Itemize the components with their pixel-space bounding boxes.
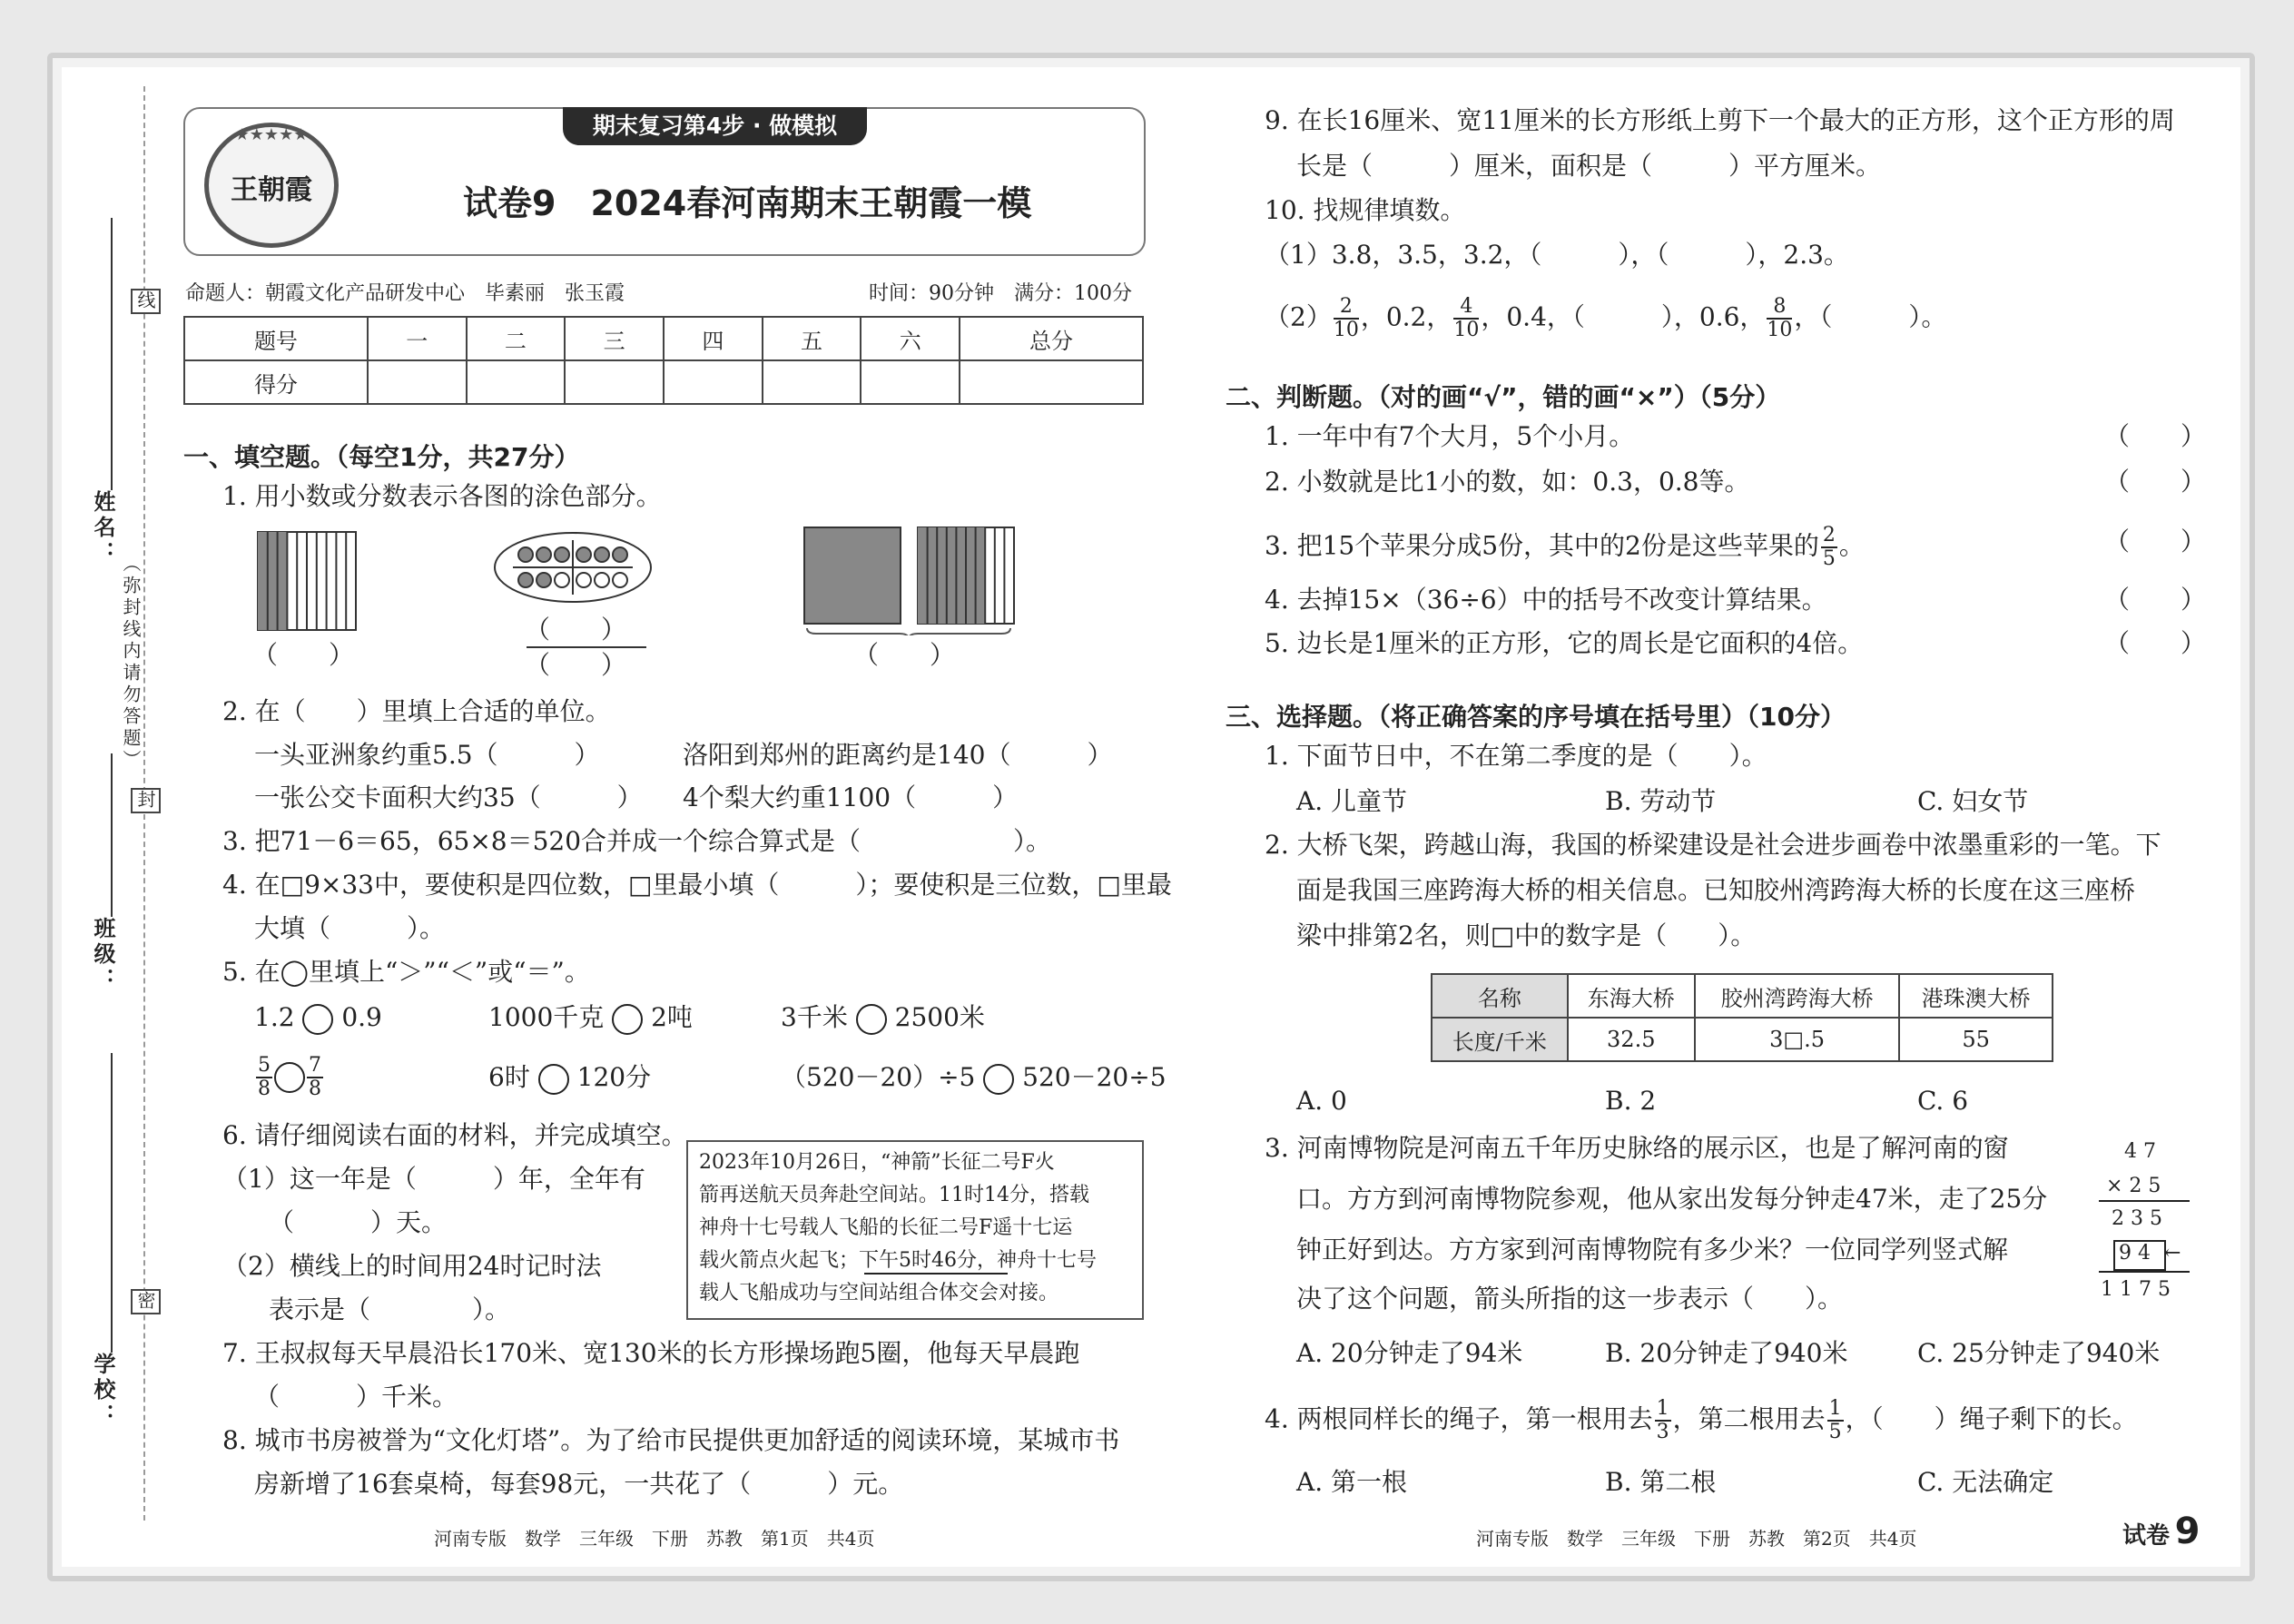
bridge-cell: 胶州湾跨海大桥 <box>1695 974 1900 1018</box>
score-cell: 三 <box>565 317 664 360</box>
paper-badge-number: 9 <box>2174 1511 2200 1552</box>
choice-q3-line3: 钟正好到达。方方家到河南博物院有多少米？一位同学列竖式解 <box>1296 1235 2009 1265</box>
score-table-score-row <box>184 360 1143 404</box>
choice-option: A. 第一根 <box>1296 1467 1408 1497</box>
judge-item-3: 3. 把15个苹果分成5份，其中的2份是这些苹果的 $\frac{2}{5}$ 。 <box>1265 524 1865 570</box>
figure-ellipse-dots <box>493 531 653 604</box>
fraction-1-5: $\frac{1}{5}$ <box>1828 1397 1842 1443</box>
score-input-cell[interactable] <box>861 360 960 404</box>
q5-b-left: 1000千克 <box>488 1002 605 1032</box>
bridge-cell: 32.5 <box>1568 1018 1695 1061</box>
s1-q5-f <box>781 1062 1167 1095</box>
choice-q2-line3[interactable]: 梁中排第2名，则□中的数字是（ ）。 <box>1296 920 1757 950</box>
score-cell: 总分 <box>960 317 1143 360</box>
s1-q5-e <box>488 1062 651 1095</box>
choice-q3-line1: 3. 河南博物院是河南五千年历史脉络的展示区，也是了解河南的窗 <box>1265 1133 2009 1163</box>
choice-q3-line2: 口。方方到河南博物院参观，他从家出发每分钟走47米，走了25分 <box>1296 1184 2048 1214</box>
q9-line2[interactable]: 长是（ ）厘米，面积是（ ）平方厘米。 <box>1296 151 1882 181</box>
name-label: 姓名： <box>90 490 115 566</box>
q5-e-left: 6时 <box>488 1062 530 1092</box>
class-underline <box>111 753 113 917</box>
bridge-cell: 名称 <box>1432 974 1568 1018</box>
judge-item: 4. 去掉15×（36÷6）中的括号不改变计算结果。 <box>1265 585 1827 615</box>
s1-q6-1b[interactable]: （ ）天。 <box>269 1207 448 1237</box>
score-input-cell[interactable] <box>664 360 763 404</box>
s1-q4-line2[interactable]: 大填（ ）。 <box>254 913 446 943</box>
q10-2 <box>1265 296 1946 341</box>
bridge-cell: 港珠澳大桥 <box>1899 974 2053 1018</box>
s1-q3[interactable]: 3. 把71－6＝65，65×8＝520合并成一个综合算式是（ ）。 <box>222 826 1052 856</box>
choice-option: B. 劳动节 <box>1605 786 1717 816</box>
binding-seal-label: 封 <box>131 788 161 813</box>
calc-rule <box>2099 1271 2190 1273</box>
q10-2-prefix: （2） <box>1265 301 1332 332</box>
choice-option: C. 6 <box>1917 1086 1969 1116</box>
logo-text: 王朝霞 <box>231 174 312 206</box>
s1-q6-2a: （2）横线上的时间用24时记时法 <box>222 1251 602 1281</box>
score-cell: 二 <box>467 317 566 360</box>
section1-title: 一、填空题。（每空1分，共27分） <box>183 442 580 472</box>
choice-option: B. 20分钟走了940米 <box>1605 1338 1848 1368</box>
judge-answer-paren[interactable]: （ ） <box>2104 467 2207 497</box>
material-line: 载火箭点火起飞；下午5时46分，神舟十七号 <box>699 1249 1097 1272</box>
q5-f-left: （520－20）÷5 <box>781 1062 976 1092</box>
s1-q6-1a[interactable]: （1）这一年是（ ）年，全年有 <box>222 1164 645 1194</box>
q5-b-right: 2吨 <box>651 1002 693 1032</box>
judge-answer-paren[interactable]: （ ） <box>2104 628 2207 658</box>
calc-line: 4 7 <box>2124 1140 2156 1163</box>
s1-q2-a[interactable]: 一头亚洲象约重5.5（ ） <box>254 740 600 770</box>
choice-q1[interactable]: 1. 下面节日中，不在第二季度的是（ ）。 <box>1265 741 1767 771</box>
q10-1[interactable]: （1）3.8，3.5，3.2，（ ），（ ），2.3。 <box>1265 240 1849 270</box>
s1-q6-2b[interactable]: 表示是（ ）。 <box>269 1294 511 1324</box>
choice-q3-line4[interactable]: 决了这个问题，箭头所指的这一步表示（ ）。 <box>1296 1284 1844 1314</box>
figure-squares <box>803 527 1021 635</box>
choice-option: C. 25分钟走了940米 <box>1917 1338 2161 1368</box>
score-cell: 题号 <box>184 317 368 360</box>
choice-q4-c[interactable]: ，（ ）绳子剩下的长。 <box>1845 1403 2138 1434</box>
q5-a-right: 0.9 <box>341 1002 382 1032</box>
choice-option: B. 2 <box>1605 1086 1657 1116</box>
choice-option: A. 0 <box>1296 1086 1347 1116</box>
s1-q8-line2[interactable]: 房新增了16套桌椅，每套98元，一共花了（ ）元。 <box>254 1469 904 1499</box>
q5-e-right: 120分 <box>576 1062 652 1092</box>
material-line: 2023年10月26日，“神箭”长征二号F火 <box>699 1151 1055 1174</box>
binding-line-label: 线 <box>131 289 161 314</box>
compare-circle[interactable] <box>983 1064 1014 1095</box>
material-line: 神舟十七号载人飞船的长征二号F遥十七运 <box>699 1216 1073 1239</box>
choice-q4 <box>1265 1398 2138 1443</box>
choice-q4-b: ，第二根用去 <box>1672 1403 1826 1434</box>
score-table-header-row <box>184 317 1143 360</box>
s1-q1: 1. 用小数或分数表示各图的涂色部分。 <box>222 481 662 511</box>
calc-rule <box>2099 1200 2190 1202</box>
fig1-answer[interactable]: （ ） <box>252 640 355 670</box>
s1-q5-c <box>781 1002 985 1035</box>
score-input-cell[interactable] <box>763 360 861 404</box>
fig2-answer-bottom[interactable]: （ ） <box>525 650 627 680</box>
judge-answer-paren[interactable]: （ ） <box>2104 585 2207 615</box>
material-underline <box>864 1273 1008 1275</box>
s1-q5-b <box>488 1002 693 1035</box>
s1-q6: 6. 请仔细阅读右面的材料，并完成填空。 <box>222 1120 687 1150</box>
school-label: 学校： <box>90 1353 115 1429</box>
judge-answer-paren[interactable]: （ ） <box>2104 421 2207 451</box>
bridge-cell: 55 <box>1899 1018 2053 1061</box>
bridge-cell: 长度/千米 <box>1432 1018 1568 1061</box>
fraction-4-10: $\frac{4}{10}$ <box>1453 295 1480 341</box>
compare-circle[interactable] <box>538 1064 569 1095</box>
compare-circle[interactable] <box>856 1004 887 1035</box>
bridge-cell: 3□.5 <box>1695 1018 1900 1061</box>
compare-circle[interactable] <box>612 1004 643 1035</box>
choice-q2-line2: 面是我国三座跨海大桥的相关信息。已知胶州湾跨海大桥的长度在这三座桥 <box>1296 875 2136 905</box>
fraction-2-5: $\frac{2}{5}$ <box>1822 524 1836 570</box>
time-score: 时间：90分钟 满分：100分 <box>869 282 1132 305</box>
q5-f-right: 520－20÷5 <box>1022 1062 1167 1092</box>
arrow-icon: ← <box>2164 1242 2181 1265</box>
judge-item-3-text: 3. 把15个苹果分成5份，其中的2份是这些苹果的 <box>1265 530 1819 561</box>
choice-q2-line1: 2. 大桥飞架，跨越山海，我国的桥梁建设是社会进步画卷中浓墨重彩的一笔。下 <box>1265 830 2161 860</box>
choice-option: B. 第二根 <box>1605 1467 1717 1497</box>
s1-q2-d[interactable]: 4个梨大约重1100（ ） <box>683 782 1019 812</box>
fig2-answer-top[interactable]: （ ） <box>525 615 627 645</box>
choice-option: A. 儿童节 <box>1296 786 1408 816</box>
banner: 期末复习第4步 · 做模拟 <box>563 107 867 145</box>
fraction-7-8: $\frac{7}{8}$ <box>309 1054 321 1100</box>
score-input-cell[interactable] <box>467 360 566 404</box>
choice-option: C. 无法确定 <box>1917 1467 2054 1497</box>
calc-line: × 2 5 <box>2106 1175 2161 1197</box>
bridge-header-row <box>1432 974 2053 1018</box>
fraction-1-3: $\frac{1}{3}$ <box>1656 1397 1669 1443</box>
judge-item: 1. 一年中有7个大月，5个小月。 <box>1265 421 1635 451</box>
score-input-cell[interactable] <box>565 360 664 404</box>
s1-q5-d <box>254 1055 325 1100</box>
binding-dense-label: 密 <box>131 1289 161 1314</box>
q9-line1: 9. 在长16厘米、宽11厘米的长方形纸上剪下一个最大的正方形，这个正方形的周 <box>1265 105 2175 135</box>
material-line: 载人飞船成功与空间站组合体交会对接。 <box>699 1282 1059 1304</box>
fraction-5-8: $\frac{5}{8}$ <box>258 1054 271 1100</box>
q10-2-mid: ，0.2， <box>1360 301 1452 332</box>
s1-q7-line2[interactable]: （ ）千米。 <box>254 1382 458 1412</box>
footer-left: 河南专版 数学 三年级 下册 苏教 第1页 共4页 <box>434 1528 875 1550</box>
score-cell: 六 <box>861 317 960 360</box>
q10: 10. 找规律填数。 <box>1265 195 1466 225</box>
material-line: 箭再送航天员奔赴空间站。11时14分，搭载 <box>699 1184 1089 1206</box>
score-input-cell[interactable] <box>960 360 1143 404</box>
s1-q4-line1[interactable]: 4. 在□9×33中，要使积是四位数，□里最小填（ ）；要使积是三位数，□里最 <box>222 870 1172 900</box>
s1-q5: 5. 在◯里填上“＞”“＜”或“＝”。 <box>222 957 590 987</box>
q10-2-end[interactable]: ，（ ）。 <box>1794 301 1947 332</box>
logo-stars: ★★★★★ <box>234 125 309 144</box>
score-cell: 得分 <box>184 360 368 404</box>
score-table <box>183 316 1144 405</box>
bridge-cell: 东海大桥 <box>1568 974 1695 1018</box>
q5-c-right: 2500米 <box>894 1002 985 1032</box>
fig2-fraction-bar <box>527 646 646 648</box>
calc-line: 2 3 5 <box>2112 1207 2162 1230</box>
judge-item: 5. 边长是1厘米的正方形，它的周长是它面积的4倍。 <box>1265 628 1864 658</box>
s1-q2-b[interactable]: 洛阳到郑州的距离约是140（ ） <box>683 740 1113 770</box>
paper-badge-label: 试卷 <box>2122 1522 2171 1550</box>
section2-title: 二、判断题。（对的画“√”，错的画“×”）（5分） <box>1226 382 1781 412</box>
choice-q4-a: 4. 两根同样长的绳子，第一根用去 <box>1265 1403 1653 1434</box>
score-cell: 四 <box>664 317 763 360</box>
fraction-2-10: $\frac{2}{10}$ <box>1333 295 1359 341</box>
q5-c-left: 3千米 <box>781 1002 848 1032</box>
authors: 命题人：朝霞文化产品研发中心 毕素丽 张玉霞 <box>185 282 625 305</box>
q10-2-mid2[interactable]: ，0.4，（ ），0.6， <box>1481 301 1766 332</box>
section3-title: 三、选择题。（将正确答案的序号填在括号里）（10分） <box>1226 702 1846 732</box>
s1-q8-line1: 8. 城市书房被誉为“文化灯塔”。为了给市民提供更加舒适的阅读环境，某城市书 <box>222 1425 1120 1455</box>
fig3-answer[interactable]: （ ） <box>853 640 956 670</box>
bridge-value-row <box>1432 1018 2053 1061</box>
judge-item: 2. 小数就是比1小的数，如：0.3，0.8等。 <box>1265 467 1750 497</box>
school-underline <box>111 1053 113 1353</box>
q5-a-left: 1.2 <box>254 1002 295 1032</box>
choice-option: A. 20分钟走了94米 <box>1296 1338 1523 1368</box>
s1-q2-c[interactable]: 一张公交卡面积大约35（ ） <box>254 782 643 812</box>
binding-notice: （弥封线内请勿答题） <box>120 554 142 772</box>
compare-circle[interactable] <box>274 1062 305 1093</box>
fraction-8-10: $\frac{8}{10}$ <box>1767 295 1793 341</box>
footer-right: 河南专版 数学 三年级 下册 苏教 第2页 共4页 <box>1476 1528 1917 1550</box>
class-label: 班级： <box>90 917 115 993</box>
s1-q5-a <box>254 1002 382 1035</box>
choice-option: C. 妇女节 <box>1917 786 2029 816</box>
name-underline <box>111 218 113 490</box>
bridge-table <box>1431 973 2053 1062</box>
judge-answer-paren[interactable]: （ ） <box>2104 527 2207 556</box>
figure-strips-1 <box>257 531 357 631</box>
paper-badge <box>2122 1511 2200 1552</box>
title: 试卷9 2024春河南期末王朝霞一模 <box>463 183 1032 223</box>
compare-circle[interactable] <box>302 1004 333 1035</box>
logo <box>204 123 339 248</box>
calc-line: 9 4 <box>2119 1242 2151 1265</box>
score-cell: 一 <box>368 317 467 360</box>
s1-q2: 2. 在（ ）里填上合适的单位。 <box>222 696 611 726</box>
score-cell: 五 <box>763 317 861 360</box>
s1-q7-line1: 7. 王叔叔每天早晨沿长170米、宽130米的长方形操场跑5圈，他每天早晨跑 <box>222 1338 1080 1368</box>
score-input-cell[interactable] <box>368 360 467 404</box>
calc-line: 1 1 7 5 <box>2101 1278 2171 1301</box>
